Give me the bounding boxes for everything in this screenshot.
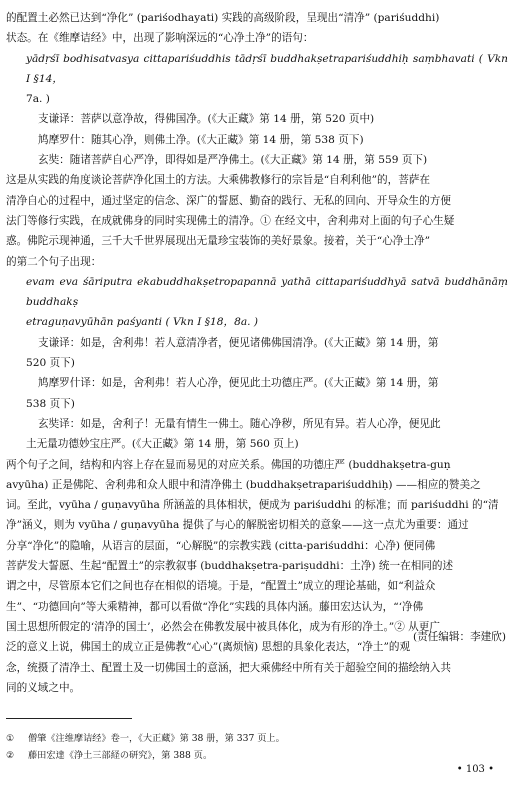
body-line: 分享“净化”的隐喻，从语言的层面，“心解脱”的宗教实践 (citta-pariśuddhi：心净) 便同佛: [6, 539, 436, 552]
footnote-divider: [6, 718, 132, 719]
translation-line: 538 页下): [26, 397, 75, 410]
body-line: 生”、“功德回向”等大乘精神，都可以看做“净化”实践的具体内涵。藤田宏达认为，“‘净佛: [6, 600, 424, 613]
translation-line: 520 页下): [26, 357, 75, 370]
translation-line: 土无量功德妙宝庄严。(《大正藏》第 14 册，第 560 页上): [26, 438, 299, 451]
footnote-text: 僧肇《注维摩诘经》卷一，《大正藏》第 38 册，第 337 页上。: [28, 733, 285, 744]
footnote-mark: ①: [6, 733, 15, 744]
body-line: 同的义域之中。: [6, 681, 81, 694]
body-line: 国土思想所假定的‘清净的国土’，必然会在佛教发展中被具体化，成为有形的净土。”② 从更广: [6, 620, 440, 633]
footnote: [6, 747, 506, 764]
translation-line: 支谦译：如是，舍利弗！若人意清净者，便见诸佛佛国清净。(《大正藏》第 14 册，第: [38, 336, 439, 349]
article-body: [6, 8, 508, 698]
sanskrit-quote-line: 7a. ): [26, 93, 50, 106]
footnote-text: 藤田宏達《浄土三部経の研究》，第 388 页。: [28, 750, 213, 761]
body-line: 泛的意义上说，佛国土的成立正是佛教“心心”(离烦恼) 思想的具象化表达，“净土”的观: [6, 641, 411, 654]
sanskrit-quote-line: evam eva śāriputra ekabuddhakṣetropapannā yathā cittapariśuddhyā satvā buddhānāṃ buddhakṣ: [26, 275, 508, 309]
body-line: 的配置土必然已达到“净化” (pariśodhayati) 实践的高级阶段，呈现出“清净” (pariśuddhi): [6, 12, 440, 24]
body-line: 净”涵义，则为 vyūha / guṇavyūha 提供了与心的解脱密切相关的意象——这一点尤为重要：通过: [6, 519, 469, 532]
body-line: 谓之中，尽管原本它们之间也存在相似的语境。于是，“配置土”成立的理论基础，如“利益众: [6, 580, 436, 593]
translation-line: 鸠摩罗什译：如是，舍利弗！若人心净，便见此土功德庄严。(《大正藏》第 14 册，第: [38, 377, 439, 390]
body-line: 法门等修行实践，在成就佛身的同时实现佛土的清净。① 在经文中，舍利弗对上面的句子心生疑: [6, 214, 455, 227]
translation-line: 玄奘：随诸菩萨自心严净，即得如是严净佛土。(《大正藏》第 14 册，第 559 页下): [38, 154, 428, 167]
body-line: 念，统摄了清净土、配置土及一切佛国土的意涵，把大乘佛经中所有关于超验空间的描绘纳入共: [6, 661, 451, 674]
footnote-mark: ②: [6, 750, 15, 761]
translation-line: 鸠摩罗什：随其心净，则佛土净。(《大正藏》第 14 册，第 538 页下): [38, 133, 364, 146]
body-line: 这是从实践的角度谈论菩萨净化国土的方法。大乘佛教修行的宗旨是“自利利他”的，菩萨在: [6, 174, 430, 187]
translation-line: 支谦译：菩萨以意净故，得佛国净。(《大正藏》第 14 册，第 520 页中): [38, 113, 375, 126]
page-number: • 103 •: [456, 764, 494, 775]
body-line: 两个句子之间，结构和内容上存在显而易见的对应关系。佛国的功德庄严 (buddhakṣetra-guṇ: [6, 458, 451, 471]
translation-line: 玄奘译：如是，舍利子！无量有情生一佛土。随心净秽，所见有异。若人心净，便见此: [38, 417, 441, 430]
editor-credit: (责任编辑：李建欣): [412, 631, 506, 643]
body-line: 惑。佛陀示现神通，三千大千世界展现出无量珍宝装饰的美好景象。接着，关于“心净土净”: [6, 235, 430, 248]
body-line: 清净自心的过程中，通过坚定的信念、深广的誓愿、勤奋的践行、无私的回向、开导众生的方便: [6, 194, 451, 207]
body-line: 的第二个句子出现：: [6, 255, 102, 268]
body-line: avyūha) 正是佛陀、舍利弗和众人眼中和清净佛土 (buddhakṣetrapariśuddhiḥ) ——相应的赞美之: [6, 478, 481, 491]
sanskrit-quote-line: yādṛśī bodhisatvasya cittapariśuddhis tādṛśī buddhakṣetrapariśuddhiḥ saṃbhavati ( Vkn I §14，: [26, 52, 508, 85]
body-line: 词。至此，vyūha / guṇavyūha 所涵盖的具体相状，便成为 pariśuddhi 的标准；而 pariśuddhi 的“清: [6, 499, 499, 512]
footnotes: [6, 730, 506, 764]
sanskrit-quote-line: etraguṇavyūhān paśyanti ( Vkn I §18，8a. ): [26, 316, 259, 329]
body-line: 菩萨发大誓愿、生起“配置土”的宗教叙事 (buddhakṣetra-pariṣuddhi：土净) 统一在相同的述: [6, 560, 454, 573]
body-line: 状态。在《维摩诘经》中，出现了影响深远的“心净土净”的语句：: [6, 32, 314, 45]
footnote: [6, 730, 506, 747]
